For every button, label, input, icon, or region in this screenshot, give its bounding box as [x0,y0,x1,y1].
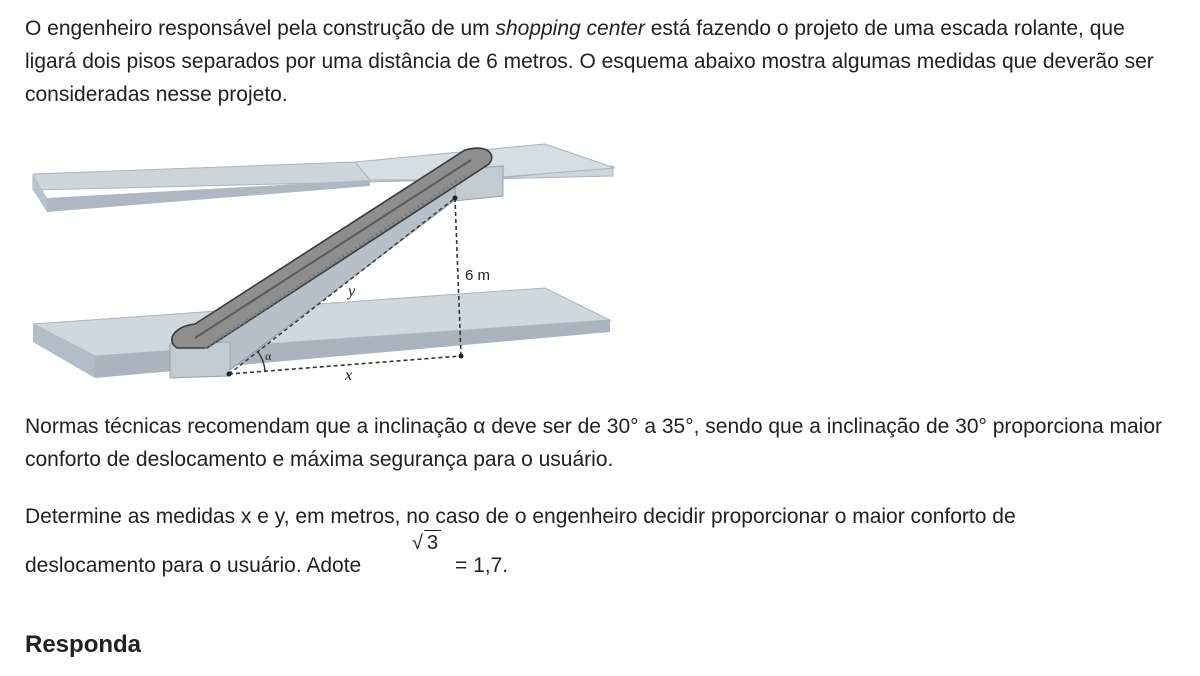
answer-heading: Responda [25,631,142,658]
escalator-diagram [25,130,625,388]
sqrt-value: = 1,7. [455,554,509,577]
angle-label: α [265,349,272,363]
question-line-1: Determine as medidas x e y, em metros, no caso de o engenheiro decidir proporcionar o maior conforto de [25,505,1016,528]
question-line-2: deslocamento para o usuário. Adote [25,554,362,577]
intro-emphasis: shopping center [495,17,645,40]
sqrt-three [412,530,441,555]
problem-norms: Normas técnicas recomendam que a inclinação α deve ser de 30° a 35°, sendo que a inclinação de 30° proporciona maior conforto de deslocamento e máxima segurança para o usuário. [25,415,1162,471]
intro-text-end: está fazendo o projeto de uma escada rolante, que ligará dois pisos separados por uma distância de 6 metros. O esquema abaixo mostra algumas medidas que deverão ser consideradas nesse projeto. [25,17,1154,106]
sqrt-symbol: √ [412,532,423,554]
problem-intro [25,12,1175,111]
height-label: 6 m [465,267,491,284]
hypotenuse-label: y [348,283,356,300]
base-label: x [345,367,353,384]
intro-text-start: O engenheiro responsável pela construção de um [25,17,496,40]
sqrt-radicand: 3 [424,530,441,555]
